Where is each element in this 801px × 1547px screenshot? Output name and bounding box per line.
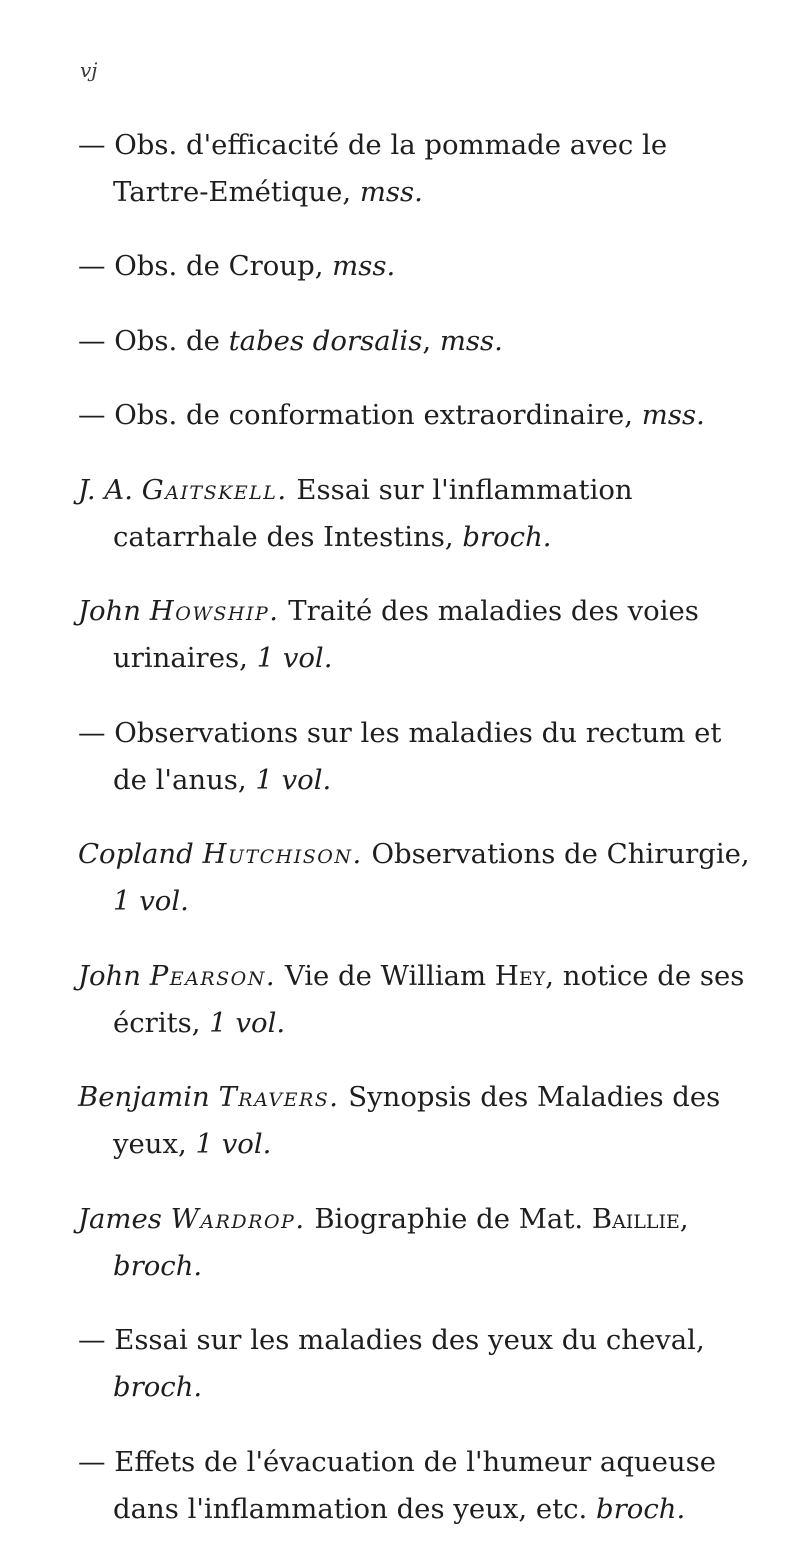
ditto-dash: — [78,1324,106,1356]
entry-format: broch. [596,1492,686,1525]
entry-format: 1 vol. [209,1006,286,1039]
bibliography-entry [78,953,758,1047]
ditto-dash: — [78,716,106,749]
entry-separator: , [444,520,463,553]
bibliography-entry [78,243,758,290]
entry-format: 1 vol. [256,642,333,674]
entry-title: Synopsis des Maladies des yeux [113,1081,721,1160]
bibliography-entry [78,1439,758,1533]
author-surname: Wardrop. [170,1202,306,1235]
entry-separator: , [624,399,642,431]
author-surname: Hutchison. [202,838,363,870]
entry-separator: , [740,838,750,870]
entry-title-name: Hey [494,959,546,992]
entry-title-latin: tabes dorsalis [228,324,423,357]
entry-title: Traité des maladies des voies urinaires [113,595,699,674]
entry-format: mss. [332,250,396,282]
entry-title: Essai sur les maladies des yeux du cheval [114,1324,696,1356]
entry-separator: , [695,1324,705,1356]
entry-format: mss. [359,175,423,208]
entry-format: broch. [462,520,552,553]
ditto-dash: — [78,324,106,357]
entry-title: Observations sur les maladies du rectum et de l'anus [113,716,722,796]
entry-title: Effets de l'évacuation de l'humeur aqueuse dans l'inflammation des yeux, etc. [113,1445,717,1525]
entry-title: Obs. d'efficacité de la pommade avec le Tartre-Emétique [113,128,668,208]
entry-title: Obs. de conformation extraordinaire [114,399,625,431]
entry-format: 1 vol. [255,763,332,796]
entry-format: mss. [439,324,503,357]
ditto-dash: — [78,250,106,282]
entry-separator: , [239,642,257,674]
entry-title-prefix: Vie de William [284,959,495,992]
entry-separator: , [422,324,440,357]
ditto-dash: — [78,128,106,161]
author-given-name: Copland [78,838,194,870]
bibliography-entry [78,467,758,561]
entry-separator [587,1493,596,1525]
author-surname: Gaitskell. [141,473,288,506]
entry-separator: , [178,1128,196,1160]
entry-separator: , [679,1202,689,1235]
entry-separator: , [342,175,360,208]
author-given-name: J. A. [78,473,133,506]
bibliography-entry [78,318,758,365]
entry-title-prefix: Obs. de [114,324,229,357]
bibliography-entry [78,392,758,439]
entry-format: broch. [113,1371,203,1403]
bibliography-entry [78,1074,758,1168]
bibliography-entry [78,831,758,925]
author-surname: Pearson. [149,959,277,992]
entry-format: broch. [113,1249,203,1282]
author-surname: Travers. [218,1081,340,1113]
entry-format: 1 vol. [195,1128,272,1160]
bibliography-entry [78,1317,758,1411]
bibliography-entry [78,588,758,682]
entry-title: Essai sur l'inflammation catarrhale des Intestins [113,473,633,553]
author-given-name: Benjamin [78,1081,210,1113]
bibliography-entry [78,1196,758,1290]
bibliography-entry [78,122,758,216]
author-given-name: John [78,959,142,992]
entry-separator: , [191,1006,210,1039]
ditto-dash: — [78,1445,106,1478]
entry-format: mss. [641,399,705,431]
bibliography-list [78,94,758,1547]
page-number: vj [80,58,98,82]
entry-separator: , [237,763,256,796]
bibliography-entry [78,710,758,804]
author-surname: Howship. [149,595,280,627]
entry-title-suffix: , notice de ses écrits [113,959,745,1039]
author-given-name: John [78,595,142,627]
entry-title: Observations de Chirurgie [371,838,741,870]
entry-format: 1 vol. [113,885,189,917]
ditto-dash: — [78,399,106,431]
entry-title-prefix: Biographie de Mat. [314,1202,592,1235]
entry-separator: , [314,250,333,282]
entry-title-name: Baillie [591,1202,680,1235]
author-given-name: James [78,1202,162,1235]
entry-title: Obs. de Croup [114,250,315,282]
